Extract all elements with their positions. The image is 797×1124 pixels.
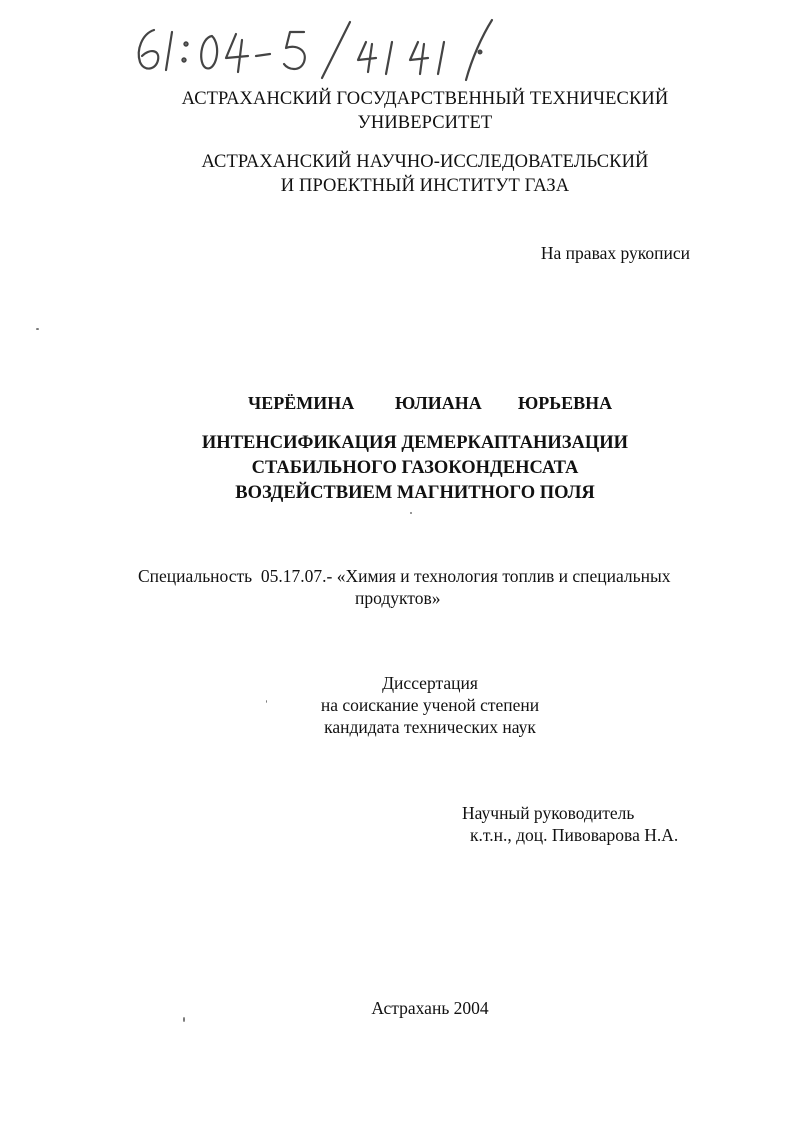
- supervisor-name: к.т.н., доц. Пивоварова Н.А.: [470, 825, 679, 845]
- title-line-2: СТАБИЛЬНОГО ГАЗОКОНДЕНСАТА: [251, 458, 579, 478]
- scan-speck: [36, 328, 39, 330]
- specialty-line-2: продуктов»: [355, 588, 441, 608]
- institute-line-2: И ПРОЕКТНЫЙ ИНСТИТУТ ГАЗА: [280, 176, 570, 196]
- dissertation-degree: [230, 672, 630, 738]
- degree-line-2: на соискание ученой степени: [320, 695, 540, 715]
- degree-line-1: Диссертация: [382, 673, 478, 693]
- handwritten-archive-mark: [120, 12, 510, 82]
- university-name: [120, 87, 730, 135]
- degree-line-3: кандидата технических наук: [324, 717, 536, 737]
- author-name: ЮЛИАНА: [395, 393, 482, 413]
- scan-speck: [183, 1017, 185, 1022]
- university-line-2: УНИВЕРСИТЕТ: [357, 113, 493, 133]
- author-patronymic: ЮРЬЕВНА: [518, 393, 613, 413]
- author-full-name: [248, 391, 618, 415]
- specialty-line-1: Специальность 05.17.07.- «Химия и технология топлив и специальных: [138, 566, 671, 586]
- university-line-1: АСТРАХАНСКИЙ ГОСУДАРСТВЕННЫЙ ТЕХНИЧЕСКИЙ: [181, 89, 669, 109]
- dissertation-title: [160, 431, 670, 506]
- author-surname: ЧЕРЁМИНА: [248, 393, 355, 413]
- manuscript-rights-note: На правах рукописи: [540, 243, 690, 263]
- supervisor-label: Научный руководитель: [462, 803, 635, 823]
- institute-line-1: АСТРАХАНСКИЙ НАУЧНО-ИССЛЕДОВАТЕЛЬСКИЙ: [201, 152, 649, 172]
- title-line-3: ВОЗДЕЙСТВИЕМ МАГНИТНОГО ПОЛЯ: [235, 483, 595, 503]
- title-line-1: ИНТЕНСИФИКАЦИЯ ДЕМЕРКАПТАНИЗАЦИИ: [201, 433, 629, 453]
- city-and-year: Астрахань 2004: [371, 998, 489, 1018]
- scan-speck: [266, 700, 267, 703]
- institute-name: [120, 150, 730, 198]
- scan-speck: [410, 512, 412, 514]
